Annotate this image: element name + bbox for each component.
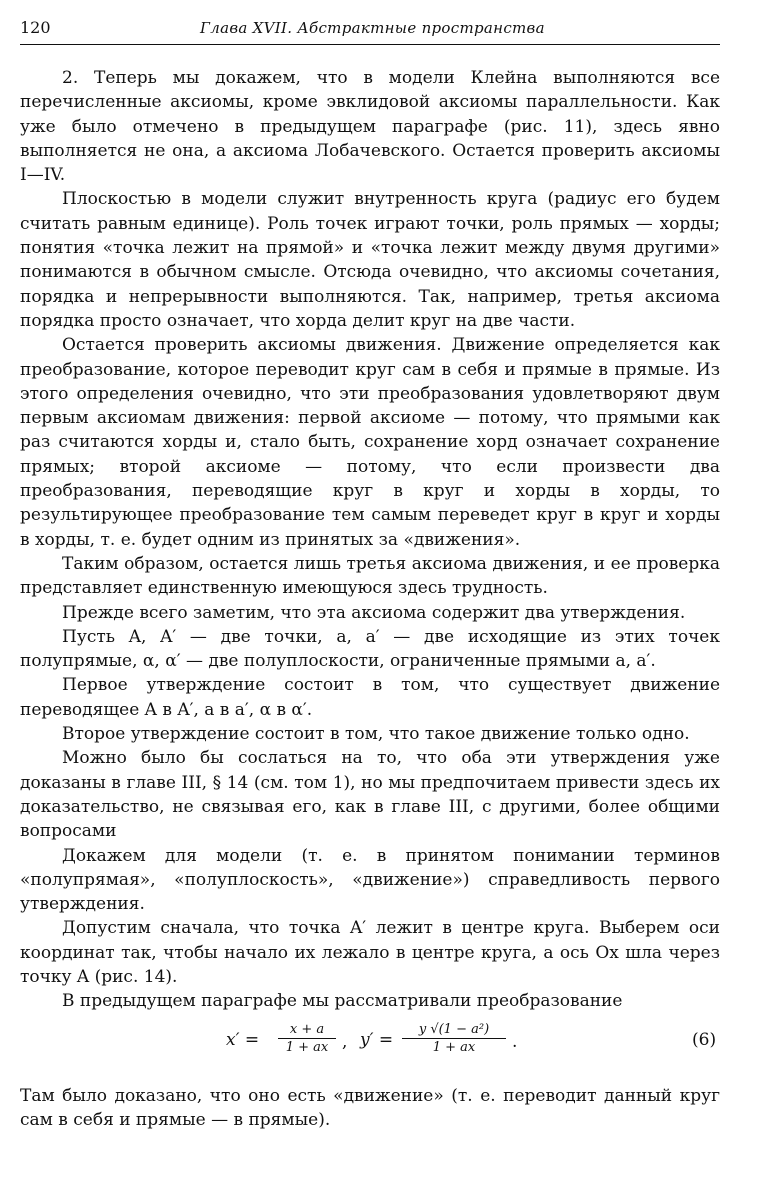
paragraph-8: Второе утверждение состоит в том, что такое движение только одно. [62,724,690,745]
formula-lhs-x: x′ = [226,1029,260,1050]
fraction-x-denominator: 1 + ax [285,1039,329,1055]
paragraph-7: Первое утверждение состоит в том, что существует движение переводящее A в A′, a в a′, α в α′. [20,675,720,720]
formula-comma: , [342,1031,348,1052]
body-text [20,66,720,1132]
fraction-y-numerator: y √(1 − a²) [402,1022,506,1039]
paragraph-12: В предыдущем параграфе мы рассматривали преобразование [62,991,623,1012]
header-rule [20,44,720,45]
paragraph-2: Плоскостью в модели служит внутренность круга (радиус его будем считать равным единице). Роль точек играют точки, роль прямых — хорды; понятия «точка лежит на прямой» и «точка лежит между двумя другими» понимаются в обычном смысле. Отсюда очевидно, что аксиомы сочетания, порядка и непрерывности выполняются. Так, например, третья аксиома порядка просто означает, что хорда делит круг на две части. [20,189,720,331]
fraction-x-numerator: x + a [278,1022,336,1039]
paragraph-10: Докажем для модели (т. е. в принятом понимании терминов «полупрямая», «полуплоскость», «движение») справедливость первого утверждения. [20,845,720,915]
paragraph-11: Допустим сначала, что точка A′ лежит в центре круга. Выберем оси координат так, чтобы начало их лежало в центре круга, а ось Ox шла через точку A (рис. 14). [20,918,720,987]
paragraph-4: Таким образом, остается лишь третья аксиома движения, и ее проверка представляет единственную имеющуюся здесь трудность. [20,553,720,599]
paragraph-3: Остается проверить аксиомы движения. Движение определяется как преобразование, которое переводит круг сам в себя и прямые в прямые. Из этого определения очевидно, что эти преобразования удовлетворяют двум первым аксиомам движения: первой аксиоме — потому, что прямыми как раз считаются хорды и, стало быть, сохранение хорд означает сохранение прямых; второй аксиоме — потому, что если произвести два преобразования, переводящие круг в круг и хорды в хорды, то результирующее преобразование тем самым переведет круг в круг и хорды в хорды, т. е. будет одним из принятых за «движения». [20,335,720,550]
equation-number: (6) [692,1029,717,1050]
fraction-y-denominator: 1 + ax [432,1039,476,1055]
page-header [20,18,720,46]
formula-period: . [512,1031,518,1052]
paragraph-5: Прежде всего заметим, что эта аксиома содержит два утверждения. [62,602,686,623]
fraction-x [278,1022,336,1055]
paragraph-6: Пусть A, A′ — две точки, a, a′ — две исходящие из этих точек полупрямые, α, α′ — две полуплоскости, ограниченные прямыми a, a′. [20,626,720,672]
paragraph-1: 2. Теперь мы докажем, что в модели Клейна выполняются все перечисленные аксиомы, кроме эвклидовой аксиомы параллельности. Как уже было отмечено в предыдущем параграфе (рис. 11), здесь явно выполняется не она, а аксиома Лобачевского. Остается проверить аксиомы I—IV. [20,68,720,186]
page-number: 120 [20,18,51,37]
fraction-y [402,1022,506,1055]
running-title: Глава XVII. Абстрактные пространства [200,19,545,37]
formula-lhs-y: y′ = [360,1029,394,1050]
paragraph-9: Можно было бы сослаться на то, что оба эти утверждения уже доказаны в главе III, § 14 (см. том 1), но мы предпочитаем привести здесь их доказательство, не связывая его, как в главе III, с другими, более общими вопросами [20,748,720,842]
closing-paragraph: Там было доказано, что оно есть «движение» (т. е. переводит данный круг сам в себя и прямые — в прямые). [20,1085,720,1130]
formula-6 [20,1018,720,1078]
